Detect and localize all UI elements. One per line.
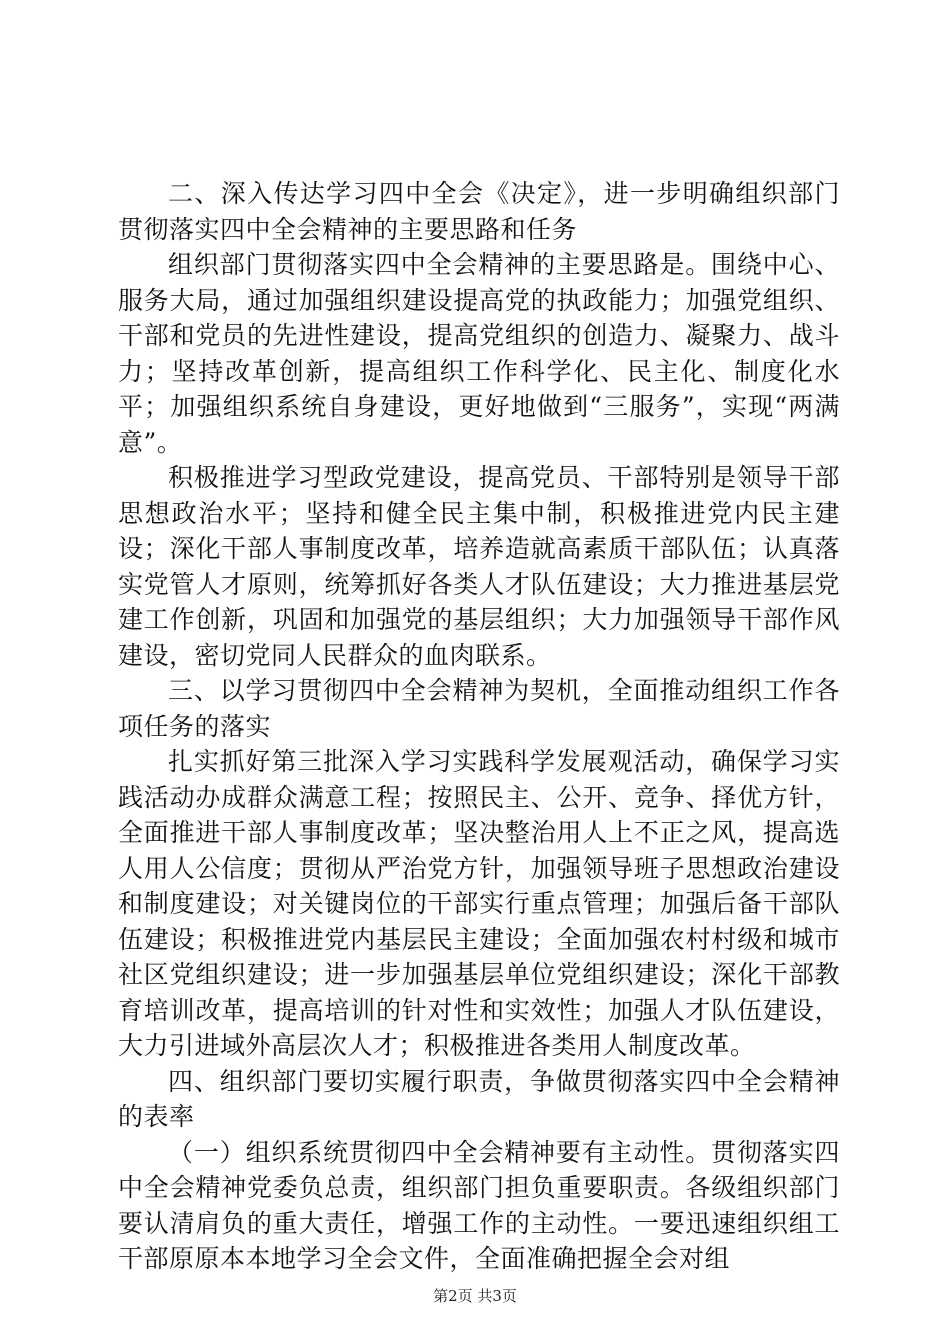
paragraph: 组织部门贯彻落实四中全会精神的主要思路是。围绕中心、服务大局，通过加强组织建设提高党的执政能力；加强党组织、干部和党员的先进性建设，提高党组织的创造力、凝聚力、战斗力；坚持改革创新，提高组织工作科学化、民主化、制度化水平；加强组织系统自身建设，更好地做到“三服务”，实现“两满意”。 [118,250,840,457]
document-body [118,176,840,1277]
section-heading-two: 二、深入传达学习四中全会《决定》，进一步明确组织部门贯彻落实四中全会精神的主要思路和任务 [118,179,840,244]
page-number-footer: 第2页 共3页 [433,1287,517,1305]
section-heading-three: 三、以学习贯彻四中全会精神为契机，全面推动组织工作各项任务的落实 [118,676,840,741]
paragraph: 积极推进学习型政党建设，提高党员、干部特别是领导干部思想政治水平；坚持和健全民主集中制，积极推进党内民主建设；深化干部人事制度改革，培养造就高素质干部队伍；认真落实党管人才原则，统筹抓好各类人才队伍建设；大力推进基层党建工作创新，巩固和加强党的基层组织；大力加强领导干部作风建设，密切党同人民群众的血肉联系。 [118,463,840,670]
paragraph: 扎实抓好第三批深入学习实践科学发展观活动，确保学习实践活动办成群众满意工程；按照民主、公开、竞争、择优方针，全面推进干部人事制度改革；坚决整治用人上不正之风，提高选人用人公信度；贯彻从严治党方针，加强领导班子思想政治建设和制度建设；对关键岗位的干部实行重点管理；加强后备干部队伍建设；积极推进党内基层民主建设；全面加强农村村级和城市社区党组织建设；进一步加强基层单位党组织建设；深化干部教育培训改革，提高培训的针对性和实效性；加强人才队伍建设，大力引进域外高层次人才；积极推进各类用人制度改革。 [118,747,840,1060]
paragraph: （一）组织系统贯彻四中全会精神要有主动性。贯彻落实四中全会精神党委负总责，组织部门担负重要职责。各级组织部门要认清肩负的重大责任，增强工作的主动性。一要迅速组织组工干部原原本本地学习全会文件，全面准确把握全会对组 [118,1137,840,1273]
section-heading-four: 四、组织部门要切实履行职责，争做贯彻落实四中全会精神的表率 [118,1066,840,1131]
